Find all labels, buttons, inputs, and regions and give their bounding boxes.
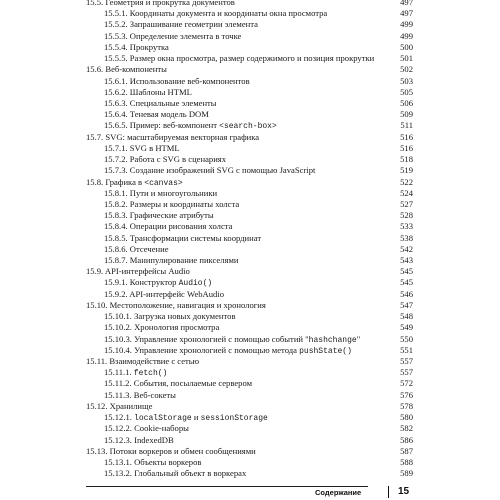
toc-entry-code: hashchange — [308, 335, 357, 345]
toc-page-number: 533 — [400, 221, 413, 232]
toc-subsection-entry — [86, 412, 413, 423]
toc-entry-code: sessionStorage — [200, 414, 268, 424]
toc-entry-text: 15.7.3. Создание изображений SVG с помощью JavaScript — [104, 165, 316, 176]
toc-subsection-entry — [86, 210, 413, 221]
toc-page-number: 589 — [400, 468, 413, 479]
toc-page-number: 588 — [400, 456, 413, 467]
toc-entry-title — [104, 8, 396, 19]
toc-entry-title — [104, 311, 396, 322]
toc-subsection-entry — [86, 244, 413, 255]
toc-subsection-entry — [86, 31, 413, 42]
toc-subsection-entry — [86, 19, 413, 30]
toc-subsection-entry — [86, 435, 413, 446]
toc-entry-title — [104, 233, 396, 244]
toc-entry-text: 15.12.2. Cookie-наборы — [104, 423, 189, 434]
toc-page-number: 550 — [400, 333, 413, 344]
toc-entry-text: 15.10. Местоположение, навигация и хронология — [86, 299, 266, 310]
toc-entry-text: и — [191, 412, 201, 423]
toc-entry-text: 15.11.2. События, посылаемые сервером — [104, 378, 253, 389]
toc-subsection-entry — [86, 289, 413, 300]
toc-page-number: 545 — [400, 277, 413, 288]
toc-entry-title — [104, 31, 396, 42]
footer-page-number: 15 — [398, 486, 410, 497]
toc-entry-title — [104, 435, 396, 446]
footer-rule — [86, 486, 368, 487]
toc-page-number: 518 — [400, 154, 413, 165]
toc-entry-text: 15.12.1. — [104, 412, 135, 423]
toc-subsection-entry — [86, 42, 413, 53]
toc-section-entry — [86, 356, 413, 367]
toc-entry-text: 15.9.1. Конструктор — [104, 277, 179, 288]
toc-subsection-entry — [86, 143, 413, 154]
toc-entry-title — [104, 19, 396, 30]
toc-entry-text: 15.13. Потоки воркеров и обмен сообщениями — [86, 445, 256, 456]
toc-subsection-entry — [86, 109, 413, 120]
toc-entry-text: 15.10.1. Загрузка новых документов — [104, 311, 236, 322]
toc-entry-text: 15.7. SVG: масштабируемая векторная графика — [86, 131, 260, 142]
toc-entry-title — [104, 457, 396, 468]
toc-page-number: 522 — [400, 176, 413, 187]
toc-entry-text: 15.5.2. Запрашивание геометрии элемента — [104, 19, 258, 30]
toc-page-number: 499 — [400, 30, 413, 41]
toc-page-number: 499 — [400, 19, 413, 30]
toc-page-number: 528 — [400, 210, 413, 221]
toc-subsection-entry — [86, 390, 413, 401]
toc-page-number: 580 — [400, 412, 413, 423]
toc-entry-title — [104, 87, 396, 98]
toc-entry-title — [104, 165, 396, 176]
toc-entry-title — [86, 356, 396, 367]
toc-entry-title — [104, 98, 396, 109]
toc-entry-text: 15.5. Геометрия и прокрутка документов — [86, 0, 235, 7]
toc-entry-text: 15.8.3. Графические атрибуты — [104, 210, 214, 221]
toc-subsection-entry — [86, 345, 413, 356]
toc-page-number: 549 — [400, 322, 413, 333]
toc-entry-title — [104, 42, 396, 53]
toc-page-number: 576 — [400, 389, 413, 400]
toc-entry-text: 15.5.3. Определение элемента в точке — [104, 30, 242, 41]
footer-section-label: Содержание — [315, 488, 362, 497]
toc-subsection-entry — [86, 277, 413, 288]
toc-page-number: 557 — [400, 367, 413, 378]
toc-section-entry — [86, 266, 413, 277]
toc-page-number: 572 — [400, 378, 413, 389]
toc-entry-text: 15.8.6. Отсечение — [104, 243, 169, 254]
toc-entry-title — [86, 64, 396, 75]
toc-subsection-entry — [86, 322, 413, 333]
toc-subsection-entry — [86, 334, 413, 345]
toc-subsection-entry — [86, 76, 413, 87]
toc-subsection-entry — [86, 98, 413, 109]
toc-section-entry — [86, 401, 413, 412]
toc-page-number: 538 — [400, 232, 413, 243]
toc-page-number: 586 — [400, 434, 413, 445]
toc-entry-title — [104, 289, 396, 300]
toc-page-number: 527 — [400, 198, 413, 209]
toc-entry-text: 15.6. Веб-компоненты — [86, 64, 167, 75]
toc-page-number: 506 — [400, 97, 413, 108]
toc-section-entry — [86, 300, 413, 311]
toc-entry-text: 15.7.1. SVG в HTML — [104, 142, 180, 153]
toc-page-number: 587 — [400, 445, 413, 456]
toc-entry-code: <canvas> — [144, 178, 183, 188]
toc-entry-title — [86, 132, 396, 143]
toc-page-number: 497 — [400, 8, 413, 19]
toc-entry-code: pushState() — [299, 346, 352, 356]
toc-entry-text: 15.5.1. Координаты документа и координаты окна просмотра — [104, 8, 328, 19]
toc-page-number: 542 — [400, 243, 413, 254]
toc-subsection-entry — [86, 165, 413, 176]
toc-entry-text: 15.9. API-интерфейсы Audio — [86, 266, 190, 277]
toc-subsection-entry — [86, 367, 413, 378]
toc-entry-title — [104, 468, 396, 479]
toc-entry-title — [104, 154, 396, 165]
toc-subsection-entry — [86, 233, 413, 244]
toc-entry-text: 15.5.5. Размер окна просмотра, размер содержимого и позиция прокрутки — [104, 53, 375, 64]
toc-entry-title — [86, 446, 396, 457]
toc-entry-text: 15.8.1. Пути и многоугольники — [104, 187, 218, 198]
table-of-contents — [86, 0, 413, 479]
toc-entry-title — [86, 401, 396, 412]
toc-entry-title — [104, 210, 396, 221]
toc-entry-title — [104, 390, 396, 401]
toc-subsection-entry — [86, 120, 413, 131]
toc-entry-code: <search-box> — [219, 122, 277, 132]
toc-page-number: 519 — [400, 165, 413, 176]
toc-section-entry — [86, 132, 413, 143]
toc-page-number: 546 — [400, 288, 413, 299]
toc-entry-code: fetch() — [133, 369, 168, 379]
toc-entry-text: 15.11. Взаимодействие с сетью — [86, 356, 200, 366]
footer-separator — [388, 486, 389, 498]
toc-section-entry — [86, 177, 413, 188]
toc-page-number: 505 — [400, 86, 413, 97]
toc-entry-title — [104, 244, 396, 255]
toc-entry-text: 15.13.2. Глобальный объект в воркерах — [104, 468, 247, 479]
toc-page-number: 500 — [400, 41, 413, 52]
toc-section-entry — [86, 64, 413, 75]
toc-entry-text: 15.12.3. IndexedDB — [104, 434, 174, 445]
toc-entry-code: localStorage — [134, 414, 192, 424]
toc-page-number: 502 — [400, 64, 413, 75]
toc-subsection-entry — [86, 199, 413, 210]
toc-entry-text: 15.10.2. Хронология просмотра — [104, 322, 220, 333]
toc-entry-text: 15.8. Графика в — [86, 176, 145, 187]
toc-entry-text: 15.6.3. Специальные элементы — [104, 97, 217, 108]
toc-subsection-entry — [86, 87, 413, 98]
toc-entry-title — [104, 322, 396, 333]
toc-page-number: 511 — [400, 120, 413, 131]
toc-page-number: 503 — [400, 75, 413, 86]
toc-page-number: 501 — [400, 53, 413, 64]
toc-entry-text: 15.10.4. Управление хронологией с помощью метода — [104, 344, 300, 355]
toc-entry-title — [104, 109, 396, 120]
toc-page-number: 509 — [400, 109, 413, 120]
toc-entry-text: 15.6.4. Теневая модель DOM — [104, 109, 209, 120]
toc-section-entry — [86, 446, 413, 457]
toc-subsection-entry — [86, 188, 413, 199]
toc-entry-text: 15.5.4. Прокрутка — [104, 41, 169, 52]
toc-entry-text: 15.6.1. Использование веб-компонентов — [104, 75, 250, 86]
toc-entry-title — [104, 221, 396, 232]
toc-subsection-entry — [86, 255, 413, 266]
toc-entry-title — [86, 300, 396, 311]
toc-entry-title — [104, 378, 396, 389]
toc-subsection-entry — [86, 457, 413, 468]
toc-entry-text: 15.11.3. Веб-сокеты — [104, 389, 176, 400]
toc-page-number: 547 — [400, 299, 413, 310]
toc-entry-text: 15.6.5. Пример: веб-компонент — [104, 120, 220, 131]
toc-entry-title — [104, 76, 396, 87]
toc-entry-text: 15.13.1. Объекты воркеров — [104, 456, 202, 467]
toc-page-number: 545 — [400, 266, 413, 277]
toc-entry-title — [104, 199, 396, 210]
toc-entry-title — [104, 143, 396, 154]
toc-page-number: 551 — [400, 344, 413, 355]
toc-subsection-entry — [86, 154, 413, 165]
toc-subsection-entry — [86, 8, 413, 19]
toc-entry-text: 15.9.2. API-интерфейс WebAudio — [104, 288, 225, 299]
toc-entry-text: 15.11.1. — [104, 367, 134, 378]
toc-entry-title — [104, 53, 396, 64]
toc-page-number: 516 — [400, 131, 413, 142]
toc-entry-title — [104, 188, 396, 199]
toc-subsection-entry — [86, 378, 413, 389]
toc-entry-text: 15.7.2. Работа с SVG в сценариях — [104, 154, 227, 165]
toc-entry-text: 15.8.2. Размеры и координаты холста — [104, 198, 240, 209]
toc-page-number: 543 — [400, 255, 413, 266]
toc-page-number: 497 — [400, 0, 413, 7]
toc-subsection-entry — [86, 311, 413, 322]
toc-entry-text: 15.8.5. Трансформации системы координат — [104, 232, 262, 243]
toc-page-number: 582 — [400, 423, 413, 434]
toc-subsection-entry — [86, 53, 413, 64]
toc-entry-text: 15.8.4. Операции рисования холста — [104, 221, 233, 232]
toc-entry-title — [104, 423, 396, 434]
toc-entry-title — [86, 266, 396, 277]
toc-entry-text: 15.8.7. Манипулирование пикселями — [104, 255, 239, 266]
toc-entry-text: 15.12. Хранилище — [86, 400, 153, 411]
toc-entry-text: 15.6.2. Шаблоны HTML — [104, 86, 192, 97]
toc-section-entry — [86, 0, 413, 8]
toc-entry-text: " — [356, 333, 361, 344]
toc-entry-title — [104, 255, 396, 266]
toc-page-number: 524 — [400, 187, 413, 198]
toc-entry-code: Audio() — [178, 279, 213, 289]
toc-entry-title — [86, 0, 396, 8]
toc-entry-text: 15.10.3. Управление хронологией с помощью событий " — [104, 333, 309, 344]
toc-subsection-entry — [86, 468, 413, 479]
toc-page-number: 578 — [400, 400, 413, 411]
toc-page-number: 516 — [400, 142, 413, 153]
toc-subsection-entry — [86, 221, 413, 232]
toc-page-number: 557 — [400, 356, 413, 366]
toc-page-number: 548 — [400, 311, 413, 322]
toc-subsection-entry — [86, 423, 413, 434]
